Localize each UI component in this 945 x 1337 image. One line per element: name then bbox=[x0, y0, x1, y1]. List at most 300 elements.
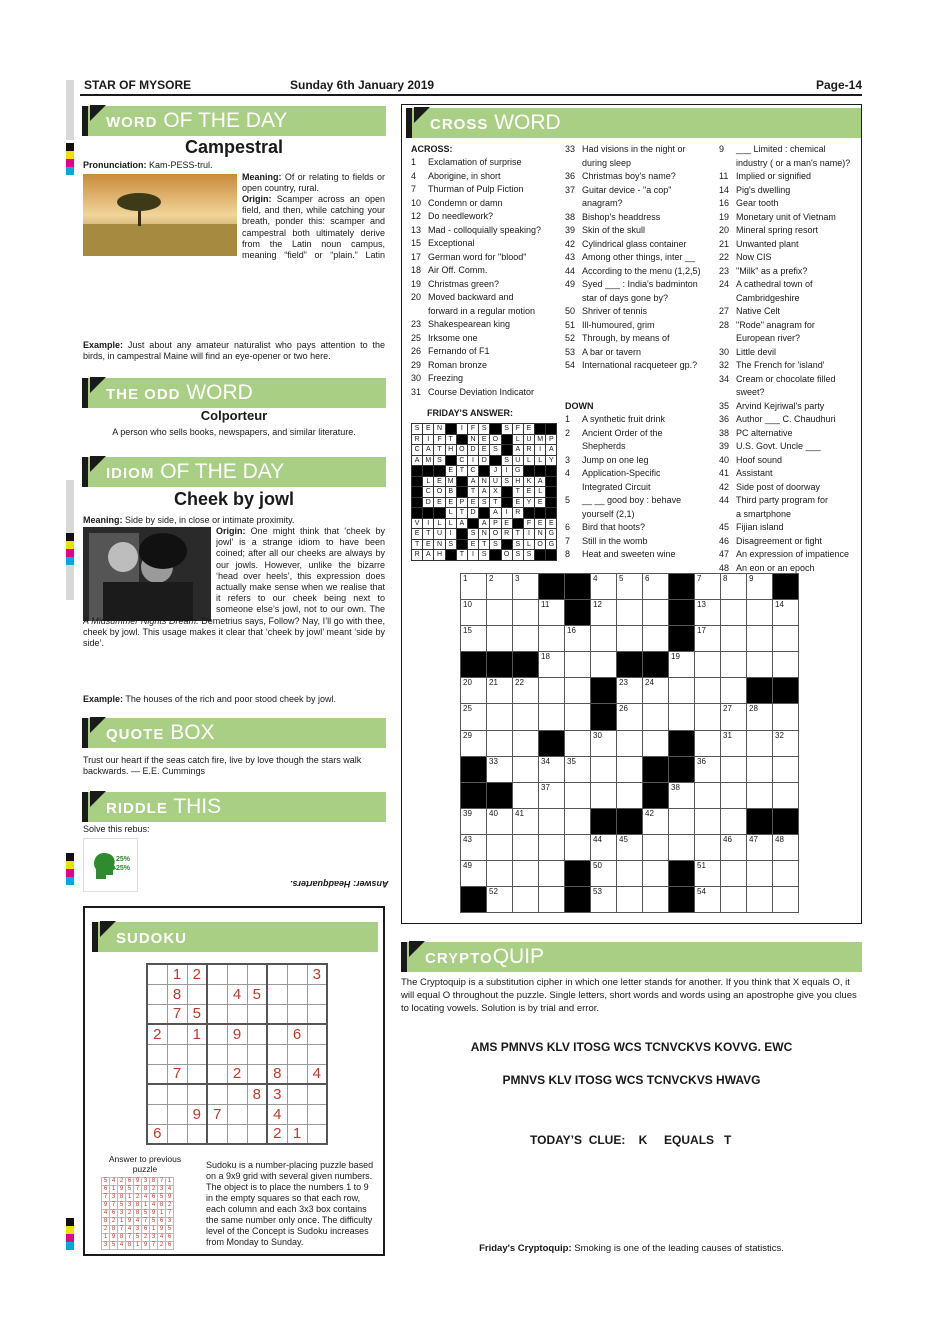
answer-black bbox=[467, 518, 478, 529]
sudoku-cell[interactable]: 1 bbox=[167, 964, 187, 984]
answer-digit: 2 bbox=[110, 1218, 118, 1226]
crossword-cell[interactable] bbox=[513, 861, 539, 887]
sudoku-cell[interactable] bbox=[167, 1104, 187, 1124]
crossword-cell[interactable]: 18 bbox=[539, 652, 565, 678]
answer-cell: H bbox=[512, 476, 523, 487]
crossword-cell[interactable] bbox=[591, 756, 617, 782]
sudoku-cell[interactable] bbox=[307, 1004, 327, 1024]
crossword-cell[interactable] bbox=[747, 782, 773, 808]
crossword-cell[interactable]: 53 bbox=[591, 887, 617, 913]
crossword-cell[interactable] bbox=[643, 861, 669, 887]
sudoku-cell[interactable] bbox=[307, 1084, 327, 1104]
crossword-cell[interactable]: 26 bbox=[617, 704, 643, 730]
crossword-cell[interactable] bbox=[539, 887, 565, 913]
crossword-cell[interactable]: 1 bbox=[461, 574, 487, 600]
crossword-cell[interactable] bbox=[643, 626, 669, 652]
crossword-cell[interactable]: 22 bbox=[513, 678, 539, 704]
crossword-cell[interactable] bbox=[487, 834, 513, 860]
sudoku-cell[interactable] bbox=[307, 1104, 327, 1124]
crossword-cell[interactable] bbox=[721, 600, 747, 626]
crossword-cell[interactable] bbox=[695, 782, 721, 808]
sudoku-cell[interactable] bbox=[267, 984, 287, 1004]
crossword-cell[interactable] bbox=[721, 756, 747, 782]
sudoku-cell[interactable] bbox=[247, 1024, 267, 1044]
black-square[interactable] bbox=[669, 730, 695, 756]
sudoku-cell[interactable] bbox=[247, 1124, 267, 1144]
answer-digit: 4 bbox=[150, 1202, 158, 1210]
sudoku-cell[interactable]: 4 bbox=[227, 984, 247, 1004]
sudoku-cell[interactable] bbox=[187, 1084, 207, 1104]
clue: 29 Roman bronze bbox=[411, 359, 488, 370]
sudoku-cell[interactable] bbox=[247, 1044, 267, 1064]
sudoku-cell[interactable] bbox=[207, 1124, 227, 1144]
black-square[interactable] bbox=[591, 808, 617, 834]
crossword-cell[interactable]: 13 bbox=[695, 600, 721, 626]
black-square[interactable] bbox=[669, 861, 695, 887]
sudoku-cell[interactable] bbox=[287, 984, 307, 1004]
crossword-cell[interactable] bbox=[487, 730, 513, 756]
sudoku-cell[interactable] bbox=[227, 1004, 247, 1024]
crossword-cell[interactable] bbox=[591, 626, 617, 652]
crossword-cell[interactable] bbox=[747, 730, 773, 756]
answer-cell: R bbox=[501, 529, 512, 540]
sudoku-cell[interactable]: 3 bbox=[267, 1084, 287, 1104]
black-square[interactable] bbox=[565, 574, 591, 600]
black-square[interactable] bbox=[643, 652, 669, 678]
sudoku-cell[interactable] bbox=[207, 1064, 227, 1084]
crossword-cell[interactable]: 42 bbox=[643, 808, 669, 834]
color-marks bbox=[66, 1218, 74, 1250]
answer-cell: A bbox=[512, 445, 523, 456]
crossword-cell[interactable] bbox=[773, 626, 799, 652]
black-square[interactable] bbox=[773, 678, 799, 704]
sudoku-cell[interactable] bbox=[207, 1044, 227, 1064]
crossword-cell[interactable] bbox=[565, 704, 591, 730]
sudoku-cell[interactable] bbox=[247, 1004, 267, 1024]
crossword-cell[interactable] bbox=[565, 678, 591, 704]
sudoku-cell[interactable] bbox=[287, 1084, 307, 1104]
sudoku-cell[interactable] bbox=[307, 984, 327, 1004]
crossword-cell[interactable] bbox=[643, 600, 669, 626]
crossword-cell[interactable] bbox=[513, 887, 539, 913]
crossword-cell[interactable]: 30 bbox=[591, 730, 617, 756]
crossword-cell[interactable]: 52 bbox=[487, 887, 513, 913]
sudoku-cell[interactable] bbox=[167, 1084, 187, 1104]
sudoku-cell[interactable] bbox=[147, 984, 167, 1004]
crossword-cell[interactable]: 41 bbox=[513, 808, 539, 834]
crossword-cell[interactable] bbox=[773, 756, 799, 782]
crossword-cell[interactable] bbox=[695, 704, 721, 730]
crossword-cell[interactable]: 14 bbox=[773, 600, 799, 626]
crossword-cell[interactable]: 20 bbox=[461, 678, 487, 704]
crossword-cell[interactable] bbox=[773, 887, 799, 913]
answer-digit: 4 bbox=[142, 1194, 150, 1202]
crossword-cell[interactable] bbox=[721, 782, 747, 808]
sudoku-cell[interactable] bbox=[147, 1044, 167, 1064]
sudoku-cell[interactable] bbox=[267, 1004, 287, 1024]
sudoku-cell[interactable] bbox=[207, 964, 227, 984]
sudoku-cell[interactable]: 5 bbox=[187, 1004, 207, 1024]
sudoku-cell[interactable] bbox=[167, 1044, 187, 1064]
clue: 1 A synthetic fruit drink bbox=[565, 414, 666, 424]
word-pron: Pronunciation: Kam-PESS-trul. bbox=[83, 160, 213, 170]
sudoku-cell[interactable] bbox=[147, 1004, 167, 1024]
sudoku-cell[interactable] bbox=[227, 1124, 247, 1144]
answer-cell: C bbox=[456, 455, 467, 466]
sudoku-cell[interactable] bbox=[307, 1024, 327, 1044]
clue: 31 Course Deviation Indicator bbox=[411, 386, 535, 397]
crossword-cell[interactable] bbox=[617, 782, 643, 808]
crossword-cell[interactable] bbox=[487, 600, 513, 626]
black-square[interactable] bbox=[669, 756, 695, 782]
crossword-cell[interactable] bbox=[643, 887, 669, 913]
black-square[interactable] bbox=[669, 600, 695, 626]
black-square[interactable] bbox=[487, 782, 513, 808]
sudoku-cell[interactable] bbox=[227, 1044, 247, 1064]
crossword-cell[interactable] bbox=[539, 861, 565, 887]
crossword-cell[interactable] bbox=[617, 887, 643, 913]
crossword-cell[interactable] bbox=[565, 782, 591, 808]
black-square[interactable] bbox=[539, 574, 565, 600]
sudoku-cell[interactable] bbox=[207, 1024, 227, 1044]
crossword-cell[interactable] bbox=[539, 704, 565, 730]
sudoku-cell[interactable] bbox=[287, 964, 307, 984]
crossword-cell[interactable] bbox=[695, 678, 721, 704]
rebus-box bbox=[83, 838, 138, 892]
black-square[interactable] bbox=[747, 808, 773, 834]
crossword-cell[interactable]: 36 bbox=[695, 756, 721, 782]
crossword-cell[interactable] bbox=[513, 600, 539, 626]
black-square[interactable] bbox=[487, 652, 513, 678]
sudoku-cell[interactable]: 7 bbox=[167, 1064, 187, 1084]
crossword-cell[interactable] bbox=[487, 704, 513, 730]
crossword-cell[interactable]: 51 bbox=[695, 861, 721, 887]
crossword-cell[interactable]: 16 bbox=[565, 626, 591, 652]
sudoku-cell[interactable]: 8 bbox=[167, 984, 187, 1004]
sudoku-cell[interactable]: 1 bbox=[187, 1024, 207, 1044]
answer-black bbox=[535, 508, 546, 519]
crossword-cell[interactable] bbox=[565, 652, 591, 678]
crossword-cell[interactable] bbox=[695, 808, 721, 834]
sudoku-band: SUDOKU bbox=[92, 922, 378, 952]
sudoku-cell[interactable]: 7 bbox=[167, 1004, 187, 1024]
sudoku-cell[interactable] bbox=[167, 1124, 187, 1144]
sudoku-cell[interactable] bbox=[187, 1064, 207, 1084]
crossword-cell[interactable]: 2 bbox=[487, 574, 513, 600]
crossword-cell[interactable] bbox=[747, 652, 773, 678]
black-square[interactable] bbox=[513, 652, 539, 678]
crossword-cell[interactable]: 4 bbox=[591, 574, 617, 600]
crossword-cell[interactable] bbox=[669, 704, 695, 730]
sudoku-cell[interactable]: 2 bbox=[187, 964, 207, 984]
crossword-cell[interactable]: 50 bbox=[591, 861, 617, 887]
black-square[interactable] bbox=[617, 652, 643, 678]
crossword-cell[interactable] bbox=[643, 834, 669, 860]
sudoku-cell[interactable] bbox=[247, 964, 267, 984]
crossword-cell[interactable] bbox=[617, 756, 643, 782]
answer-cell: T bbox=[512, 487, 523, 498]
answer-digit: 8 bbox=[102, 1218, 110, 1226]
crossword-cell[interactable] bbox=[539, 834, 565, 860]
answer-black bbox=[412, 466, 423, 477]
crossword-cell[interactable] bbox=[487, 626, 513, 652]
sudoku-cell[interactable]: 7 bbox=[207, 1104, 227, 1124]
crossword-cell[interactable] bbox=[721, 626, 747, 652]
crossword-cell[interactable]: 28 bbox=[747, 704, 773, 730]
black-square[interactable] bbox=[643, 782, 669, 808]
crossword-cell[interactable] bbox=[669, 808, 695, 834]
crossword-cell[interactable]: 32 bbox=[773, 730, 799, 756]
crossword-cell[interactable]: 10 bbox=[461, 600, 487, 626]
sudoku-cell[interactable]: 5 bbox=[247, 984, 267, 1004]
sudoku-cell[interactable] bbox=[307, 1124, 327, 1144]
sudoku-cell[interactable] bbox=[227, 1084, 247, 1104]
clue: 19 Christmas green? bbox=[411, 278, 500, 289]
crossword-cell[interactable] bbox=[721, 652, 747, 678]
sudoku-cell[interactable]: 8 bbox=[267, 1064, 287, 1084]
crossword-cell[interactable]: 5 bbox=[617, 574, 643, 600]
cryptoquip-line-1: AMS PMNVS KLV ITOSG WCS TCNVCKVS KOVVG. EWC bbox=[470, 1040, 793, 1054]
answer-cell: C bbox=[423, 487, 434, 498]
sudoku-cell[interactable]: 6 bbox=[147, 1124, 167, 1144]
sudoku-answer-label: Answer to previous puzzle bbox=[108, 1154, 182, 1174]
crossword-cell[interactable] bbox=[487, 861, 513, 887]
sudoku-cell[interactable] bbox=[307, 1044, 327, 1064]
clue: 41 Assistant bbox=[719, 468, 773, 478]
crossword-cell[interactable]: 35 bbox=[565, 756, 591, 782]
crossword-cell[interactable]: 34 bbox=[539, 756, 565, 782]
quote-text: Trust our heart if the seas catch fire, live by love though the stars walk backwards. — E.E. Cummings bbox=[83, 755, 362, 777]
crossword-cell[interactable] bbox=[513, 626, 539, 652]
idiom-example: Example: The houses of the rich and poor stood cheek by jowl. bbox=[83, 694, 337, 704]
black-square[interactable] bbox=[461, 652, 487, 678]
crossword-cell[interactable] bbox=[747, 626, 773, 652]
paper-name: STAR OF MYSORE bbox=[84, 78, 192, 92]
crossword-cell[interactable] bbox=[513, 704, 539, 730]
crossword-cell[interactable]: 11 bbox=[539, 600, 565, 626]
crossword-cell[interactable]: 39 bbox=[461, 808, 487, 834]
black-square[interactable] bbox=[669, 626, 695, 652]
crossword-cell[interactable] bbox=[773, 652, 799, 678]
crossword-cell[interactable] bbox=[669, 678, 695, 704]
sudoku-cell[interactable] bbox=[147, 1064, 167, 1084]
sudoku-cell[interactable] bbox=[147, 1084, 167, 1104]
black-square[interactable] bbox=[617, 808, 643, 834]
sudoku-cell[interactable] bbox=[187, 1124, 207, 1144]
crossword-cell[interactable]: 48 bbox=[773, 834, 799, 860]
sudoku-cell[interactable] bbox=[207, 1084, 227, 1104]
crossword-cell[interactable] bbox=[695, 730, 721, 756]
crossword-cell[interactable] bbox=[721, 808, 747, 834]
crossword-cell[interactable]: 24 bbox=[643, 678, 669, 704]
crossword-cell[interactable] bbox=[565, 730, 591, 756]
clue: Cambridgeshire bbox=[736, 292, 800, 303]
crossword-cell[interactable]: 23 bbox=[617, 678, 643, 704]
crossword-cell[interactable]: 37 bbox=[539, 782, 565, 808]
black-square[interactable] bbox=[565, 861, 591, 887]
crossword-cell[interactable] bbox=[539, 626, 565, 652]
crossword-cell[interactable]: 15 bbox=[461, 626, 487, 652]
answer-cell: D bbox=[467, 508, 478, 519]
crossword-cell[interactable] bbox=[591, 652, 617, 678]
sudoku-cell[interactable]: 8 bbox=[247, 1084, 267, 1104]
black-square[interactable] bbox=[669, 887, 695, 913]
answer-digit: 8 bbox=[126, 1242, 134, 1250]
sudoku-cell[interactable] bbox=[227, 964, 247, 984]
crossword-cell[interactable]: 45 bbox=[617, 834, 643, 860]
crossword-cell[interactable] bbox=[617, 730, 643, 756]
sudoku-cell[interactable]: 4 bbox=[307, 1064, 327, 1084]
crossword-cell[interactable]: 25 bbox=[461, 704, 487, 730]
crossword-cell[interactable] bbox=[617, 861, 643, 887]
crossword-cell[interactable] bbox=[643, 704, 669, 730]
sudoku-cell[interactable]: 2 bbox=[147, 1024, 167, 1044]
black-square[interactable] bbox=[773, 808, 799, 834]
black-square[interactable] bbox=[773, 574, 799, 600]
black-square[interactable] bbox=[461, 887, 487, 913]
sudoku-cell[interactable] bbox=[267, 1044, 287, 1064]
crossword-cell[interactable] bbox=[721, 887, 747, 913]
black-square[interactable] bbox=[591, 678, 617, 704]
answer-cell: U bbox=[434, 529, 445, 540]
black-square[interactable] bbox=[643, 756, 669, 782]
answer-black bbox=[523, 508, 534, 519]
sudoku-cell[interactable]: 1 bbox=[287, 1124, 307, 1144]
sudoku-cell[interactable] bbox=[187, 1044, 207, 1064]
clue: 54 International racqueteer gp.? bbox=[565, 360, 698, 370]
crossword-cell[interactable] bbox=[747, 887, 773, 913]
crossword-cell[interactable]: 19 bbox=[669, 652, 695, 678]
sudoku-cell[interactable]: 4 bbox=[267, 1104, 287, 1124]
crossword-cell[interactable] bbox=[617, 626, 643, 652]
sudoku-cell[interactable] bbox=[287, 1064, 307, 1084]
black-square[interactable] bbox=[747, 678, 773, 704]
sudoku-cell[interactable] bbox=[267, 1024, 287, 1044]
crossword-cell[interactable] bbox=[513, 730, 539, 756]
answer-black bbox=[412, 487, 423, 498]
sudoku-cell[interactable] bbox=[187, 984, 207, 1004]
crossword-cell[interactable]: 7 bbox=[695, 574, 721, 600]
crossword-cell[interactable] bbox=[747, 756, 773, 782]
sudoku-cell[interactable] bbox=[147, 1104, 167, 1124]
crossword-cell[interactable] bbox=[513, 782, 539, 808]
clue: 34 Cream or chocolate filled sweet? bbox=[719, 373, 836, 397]
answer-digit: 6 bbox=[110, 1210, 118, 1218]
crossword-cell[interactable] bbox=[513, 756, 539, 782]
answer-cell: E bbox=[445, 497, 456, 508]
crossword-cell[interactable] bbox=[695, 652, 721, 678]
answer-cell: A bbox=[490, 508, 501, 519]
crossword-cell[interactable]: 49 bbox=[461, 861, 487, 887]
answer-cell: S bbox=[490, 445, 501, 456]
crossword-cell[interactable] bbox=[669, 834, 695, 860]
sudoku-cell[interactable] bbox=[227, 1104, 247, 1124]
crossword-cell[interactable]: 21 bbox=[487, 678, 513, 704]
crossword-cell[interactable] bbox=[695, 834, 721, 860]
crossword-cell[interactable]: 44 bbox=[591, 834, 617, 860]
sudoku-cell[interactable]: 3 bbox=[307, 964, 327, 984]
crossword-cell[interactable]: 6 bbox=[643, 574, 669, 600]
sudoku-cell[interactable]: 2 bbox=[267, 1124, 287, 1144]
crossword-cell[interactable]: 46 bbox=[721, 834, 747, 860]
crossword-cell[interactable]: 9 bbox=[747, 574, 773, 600]
answer-cell: E bbox=[412, 529, 423, 540]
crossword-cell[interactable]: 17 bbox=[695, 626, 721, 652]
answer-digit: 1 bbox=[142, 1202, 150, 1210]
sudoku-cell[interactable] bbox=[287, 1104, 307, 1124]
black-square[interactable] bbox=[461, 782, 487, 808]
crossword-cell[interactable] bbox=[773, 782, 799, 808]
crossword-cell[interactable] bbox=[721, 861, 747, 887]
crossword-cell[interactable] bbox=[747, 600, 773, 626]
crossword-cell[interactable]: 43 bbox=[461, 834, 487, 860]
crossword-cell[interactable] bbox=[539, 808, 565, 834]
black-square[interactable] bbox=[461, 756, 487, 782]
crossword-cell[interactable]: 31 bbox=[721, 730, 747, 756]
clue: 12 Do needlework? bbox=[411, 211, 494, 221]
crossword-cell[interactable] bbox=[747, 861, 773, 887]
crossword-cell[interactable]: 40 bbox=[487, 808, 513, 834]
crossword-cell[interactable]: 12 bbox=[591, 600, 617, 626]
black-square[interactable] bbox=[591, 704, 617, 730]
crossword-cell[interactable]: 47 bbox=[747, 834, 773, 860]
crossword-cell[interactable] bbox=[643, 730, 669, 756]
crossword-cell[interactable] bbox=[591, 782, 617, 808]
crossword-cell[interactable] bbox=[565, 808, 591, 834]
sudoku-cell[interactable] bbox=[287, 1044, 307, 1064]
crossword-cell[interactable]: 38 bbox=[669, 782, 695, 808]
crossword-cell[interactable]: 54 bbox=[695, 887, 721, 913]
sudoku-cell[interactable] bbox=[167, 1024, 187, 1044]
clue: 38 Bishop's headdress bbox=[565, 211, 661, 222]
sudoku-cell[interactable]: 6 bbox=[287, 1024, 307, 1044]
crossword-cell[interactable] bbox=[721, 678, 747, 704]
sudoku-cell[interactable] bbox=[247, 1104, 267, 1124]
answer-black bbox=[546, 487, 557, 498]
black-square[interactable] bbox=[565, 600, 591, 626]
crossword-cell[interactable]: 33 bbox=[487, 756, 513, 782]
crossword-cell[interactable] bbox=[773, 861, 799, 887]
sudoku-cell[interactable]: 9 bbox=[187, 1104, 207, 1124]
sudoku-cell[interactable] bbox=[287, 1004, 307, 1024]
sudoku-cell[interactable] bbox=[207, 1004, 227, 1024]
header-rule bbox=[80, 94, 862, 96]
black-square[interactable] bbox=[565, 887, 591, 913]
sudoku-cell[interactable] bbox=[247, 1064, 267, 1084]
answer-cell: F bbox=[523, 518, 534, 529]
answer-cell: S bbox=[512, 539, 523, 550]
crossword-cell[interactable]: 29 bbox=[461, 730, 487, 756]
sudoku-cell[interactable]: 9 bbox=[227, 1024, 247, 1044]
sudoku-cell[interactable] bbox=[267, 964, 287, 984]
crossword-cell[interactable]: 8 bbox=[721, 574, 747, 600]
crossword-cell[interactable]: 3 bbox=[513, 574, 539, 600]
sudoku-cell[interactable] bbox=[207, 984, 227, 1004]
answer-cell: O bbox=[490, 529, 501, 540]
black-square[interactable] bbox=[669, 574, 695, 600]
crossword-cell[interactable] bbox=[617, 600, 643, 626]
clue: 7 Still in the womb bbox=[565, 535, 648, 546]
crossword-cell[interactable]: 27 bbox=[721, 704, 747, 730]
crossword-cell[interactable] bbox=[773, 704, 799, 730]
black-square[interactable] bbox=[539, 730, 565, 756]
sudoku-cell[interactable]: 2 bbox=[227, 1064, 247, 1084]
crossword-cell[interactable] bbox=[565, 834, 591, 860]
crossword-cell[interactable] bbox=[539, 678, 565, 704]
sudoku-cell[interactable] bbox=[147, 964, 167, 984]
crossword-cell[interactable] bbox=[513, 834, 539, 860]
answer-digit: 4 bbox=[110, 1178, 118, 1186]
